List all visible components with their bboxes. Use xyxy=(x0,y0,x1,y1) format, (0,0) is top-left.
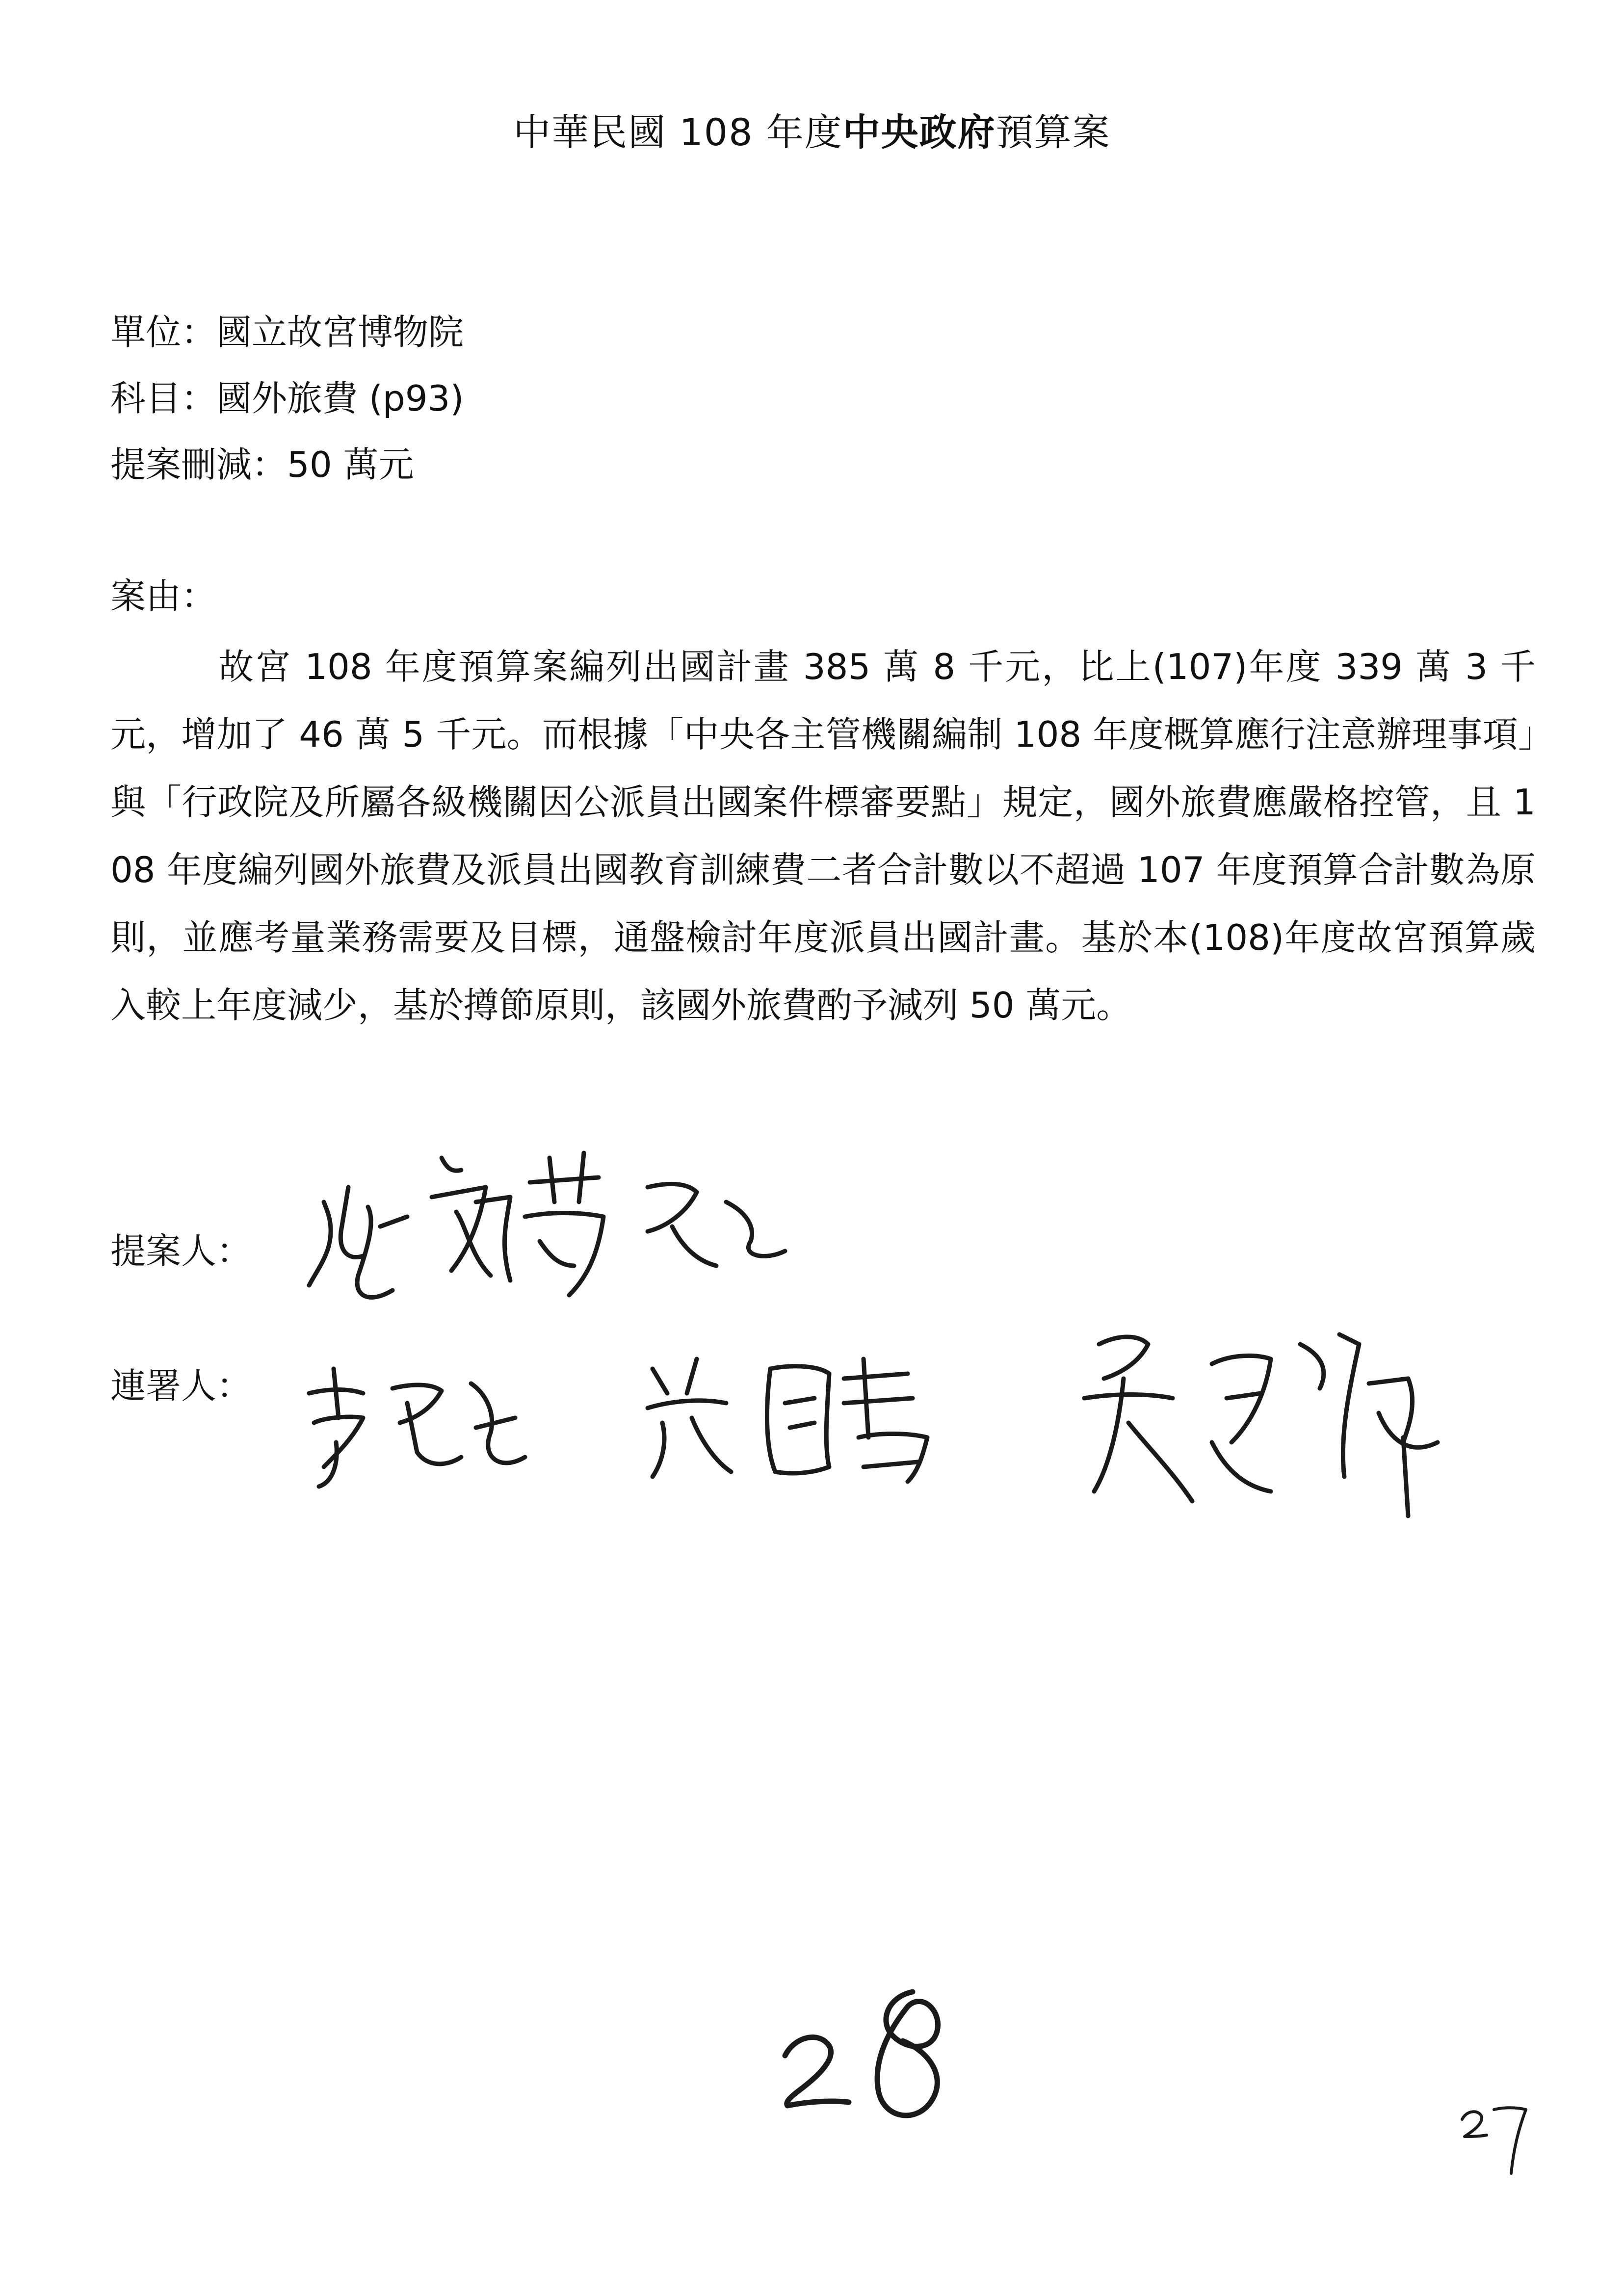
field-unit-value: 國立故宮博物院 xyxy=(216,312,464,353)
cosigner-signature-1 xyxy=(294,1354,540,1501)
field-subject-label: 科目 xyxy=(110,378,182,419)
field-unit-label: 單位 xyxy=(110,312,182,353)
field-reduction-label: 提案刪減 xyxy=(110,444,252,485)
cosigner-label: 連署人： xyxy=(110,1365,252,1407)
field-separator: ： xyxy=(181,312,217,353)
field-separator: ： xyxy=(181,378,217,419)
handwritten-page-number xyxy=(775,1977,962,2134)
handwritten-page-number-small xyxy=(1457,2090,1536,2178)
proposer-signature xyxy=(294,1128,844,1334)
field-reduction-value: 50 萬元 xyxy=(287,444,414,485)
document-title xyxy=(0,105,1624,159)
cosigner-signature-2 xyxy=(633,1339,976,1501)
field-reduction xyxy=(110,432,464,498)
proposer-label: 提案人： xyxy=(110,1230,252,1272)
reason-label: 案由： xyxy=(110,575,217,617)
reason-text: 故宮 108 年度預算案編列出國計畫 385 萬 8 千元，比上(107)年度 339 萬 3 千元，增加了 46 萬 5 千元。而根據「中央各主管機關編制 108 年度概算應行注意辦理事項」與「行政院及所屬各級機關因公派員出國案件標審要點」規定，國外旅費應嚴格控管，且 108 年度編列國外旅費及派員出國教育訓練費二者合計數以不超過 107 年度預算合計數為原則，並應考量業務需要及目標，通盤檢討年度派員出國計畫。基於本(108)年度故宮預算歲入較上年度減少，基於撙節原則，該國外旅費酌予減列 50 萬元。 xyxy=(110,646,1536,1026)
title-bold: 中央政府 xyxy=(842,110,996,154)
title-prefix: 中華民國 108 年度 xyxy=(513,110,843,154)
title-suffix: 預算案 xyxy=(995,110,1111,154)
field-subject-value: 國外旅費 (p93) xyxy=(216,378,464,419)
field-unit xyxy=(110,299,464,365)
cosigner-signature-3 xyxy=(1065,1315,1457,1560)
field-subject xyxy=(110,365,464,432)
meta-fields xyxy=(110,299,464,498)
field-separator: ： xyxy=(252,444,288,485)
